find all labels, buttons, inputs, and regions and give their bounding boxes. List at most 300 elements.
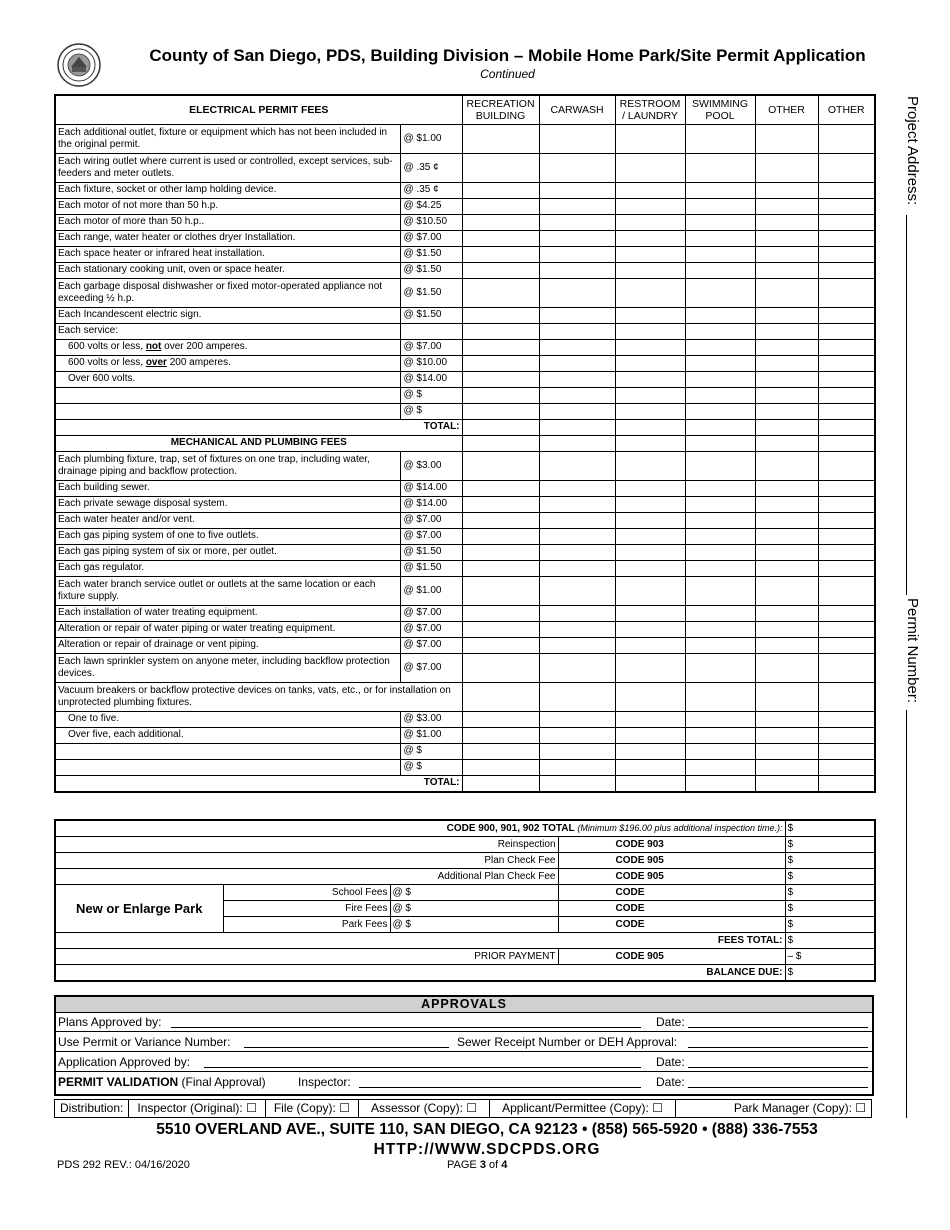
mechanical-7-col-6-field[interactable] (818, 576, 875, 605)
electrical-2-col-6-field[interactable] (818, 182, 875, 198)
electrical-1-col-6-field[interactable] (818, 153, 875, 182)
park-fees-amount-field[interactable]: $ (785, 917, 875, 933)
electrical-10-col-1-field[interactable] (462, 323, 539, 339)
mechanical-6-col-5-field[interactable] (755, 560, 818, 576)
vacuum-col-1-field[interactable] (462, 682, 539, 711)
mechanical-7-col-5-field[interactable] (755, 576, 818, 605)
mechanical-blank-row (55, 743, 875, 759)
fee-description: Each motor of more than 50 h.p.. (55, 214, 400, 230)
mechanical-0-col-5-field[interactable] (755, 451, 818, 480)
mech-head-col-1-field[interactable] (462, 435, 539, 451)
fee-rate: @ $7.00 (400, 512, 462, 528)
electrical-5-col-5-field[interactable] (755, 230, 818, 246)
mechanical-8-col-3-field[interactable] (615, 605, 685, 621)
vacuum-sub-1-col-3-field[interactable] (615, 727, 685, 743)
mechanical-10-col-6-field[interactable] (818, 637, 875, 653)
service-0-col-5-field[interactable] (755, 339, 818, 355)
electrical-6-col-1-field[interactable] (462, 246, 539, 262)
mechanical-row (55, 496, 875, 512)
service-1-col-4-field[interactable] (685, 355, 755, 371)
electrical-4-col-5-field[interactable] (755, 214, 818, 230)
column-header-2: CARWASH (539, 95, 615, 124)
electrical-5-col-2-field[interactable] (539, 230, 615, 246)
vacuum-sub-1-col-1-field[interactable] (462, 727, 539, 743)
electrical-9-col-6-field[interactable] (818, 307, 875, 323)
electrical-0-col-6-field[interactable] (818, 124, 875, 153)
electrical-9-col-3-field[interactable] (615, 307, 685, 323)
mechanical-7-col-3-field[interactable] (615, 576, 685, 605)
mechanical-3-col-4-field[interactable] (685, 512, 755, 528)
service-1-col-2-field[interactable] (539, 355, 615, 371)
mechanical-10-col-4-field[interactable] (685, 637, 755, 653)
electrical-total-col-3-field[interactable] (615, 419, 685, 435)
mechanical-9-col-2-field[interactable] (539, 621, 615, 637)
vacuum-sub-0-col-4-field[interactable] (685, 711, 755, 727)
mech-head-col-4-field[interactable] (685, 435, 755, 451)
plan-check-label: Plan Check Fee (55, 853, 558, 869)
vacuum-col-4-field[interactable] (685, 682, 755, 711)
electrical-6-col-5-field[interactable] (755, 246, 818, 262)
electrical-total-row (55, 419, 875, 435)
mechanical-blank-1-col-3-field[interactable] (615, 759, 685, 775)
electrical-1-col-1-field[interactable] (462, 153, 539, 182)
electrical-7-col-4-field[interactable] (685, 262, 755, 278)
fee-rate-field[interactable]: @ $ (400, 403, 462, 419)
electrical-blank-1-col-1-field[interactable] (462, 403, 539, 419)
mechanical-0-col-6-field[interactable] (818, 451, 875, 480)
service-description: 600 volts or less, not over 200 amperes. (55, 339, 400, 355)
validation-date-line[interactable] (688, 1087, 868, 1088)
application-approved-date-line[interactable] (688, 1067, 868, 1068)
code-905: CODE 905 (558, 853, 785, 869)
service-2-col-1-field[interactable] (462, 371, 539, 387)
electrical-8-col-6-field[interactable] (818, 278, 875, 307)
mechanical-4-col-2-field[interactable] (539, 528, 615, 544)
inspector-line[interactable] (359, 1087, 641, 1088)
fee-rate-field[interactable]: @ $ (400, 743, 462, 759)
distribution-assessor-checkbox[interactable]: Assessor (Copy): ☐ (359, 1100, 490, 1117)
mechanical-4-col-6-field[interactable] (818, 528, 875, 544)
use-permit-line[interactable] (244, 1047, 449, 1048)
service-0-col-1-field[interactable] (462, 339, 539, 355)
distribution-applicant-checkbox[interactable]: Applicant/Permittee (Copy): ☐ (490, 1100, 676, 1117)
mechanical-total-col-3-field[interactable] (615, 775, 685, 792)
service-0-col-4-field[interactable] (685, 339, 755, 355)
mechanical-1-col-6-field[interactable] (818, 480, 875, 496)
fees-total-label: FEES TOTAL: (55, 933, 785, 949)
mechanical-3-col-3-field[interactable] (615, 512, 685, 528)
electrical-1-col-5-field[interactable] (755, 153, 818, 182)
electrical-total-col-2-field[interactable] (539, 419, 615, 435)
distribution-inspector-checkbox[interactable]: Inspector (Original): ☐ (129, 1100, 265, 1117)
mechanical-6-col-2-field[interactable] (539, 560, 615, 576)
mechanical-4-col-3-field[interactable] (615, 528, 685, 544)
vacuum-col-3-field[interactable] (615, 682, 685, 711)
blank-description-field[interactable] (55, 743, 400, 759)
electrical-6-col-2-field[interactable] (539, 246, 615, 262)
electrical-0-col-3-field[interactable] (615, 124, 685, 153)
mechanical-5-col-4-field[interactable] (685, 544, 755, 560)
mechanical-row (55, 576, 875, 605)
electrical-7-col-6-field[interactable] (818, 262, 875, 278)
electrical-1-col-2-field[interactable] (539, 153, 615, 182)
page-subtitle: Continued (480, 67, 535, 81)
mechanical-1-col-3-field[interactable] (615, 480, 685, 496)
mechanical-row (55, 560, 875, 576)
mechanical-5-col-6-field[interactable] (818, 544, 875, 560)
mechanical-1-col-5-field[interactable] (755, 480, 818, 496)
mechanical-blank-0-col-6-field[interactable] (818, 743, 875, 759)
mechanical-2-col-1-field[interactable] (462, 496, 539, 512)
fee-description: Alteration or repair of water piping or water treating equipment. (55, 621, 400, 637)
mechanical-11-col-4-field[interactable] (685, 653, 755, 682)
code-totals-table (54, 819, 876, 982)
service-2-col-3-field[interactable] (615, 371, 685, 387)
electrical-1-col-3-field[interactable] (615, 153, 685, 182)
electrical-8-col-5-field[interactable] (755, 278, 818, 307)
mechanical-row (55, 637, 875, 653)
addl-plan-check-amount-field[interactable]: $ (785, 869, 875, 885)
electrical-total-col-5-field[interactable] (755, 419, 818, 435)
electrical-10-col-4-field[interactable] (685, 323, 755, 339)
approvals-heading: APPROVALS (56, 997, 872, 1013)
mechanical-4-col-5-field[interactable] (755, 528, 818, 544)
service-1-col-1-field[interactable] (462, 355, 539, 371)
electrical-9-col-2-field[interactable] (539, 307, 615, 323)
mechanical-blank-1-col-2-field[interactable] (539, 759, 615, 775)
project-address-label: Project Address: (904, 96, 921, 206)
electrical-7-col-2-field[interactable] (539, 262, 615, 278)
distribution-park-manager-checkbox[interactable]: Park Manager (Copy): ☐ (733, 1101, 866, 1115)
fee-description: Each additional outlet, fixture or equipment which has not been included in the original permit. (55, 124, 400, 153)
fees-header-row (55, 95, 875, 124)
fee-description: Alteration or repair of drainage or vent piping. (55, 637, 400, 653)
blank-description-field[interactable] (55, 403, 400, 419)
mechanical-2-col-2-field[interactable] (539, 496, 615, 512)
electrical-8-col-2-field[interactable] (539, 278, 615, 307)
electrical-4-col-1-field[interactable] (462, 214, 539, 230)
reinspection-label: Reinspection (55, 837, 558, 853)
park-fees-rate-field[interactable]: @ $ (390, 917, 558, 933)
fee-rate: @ $4.25 (400, 198, 462, 214)
fee-rate: @ $3.00 (400, 451, 462, 480)
fee-rate-field[interactable]: @ $ (400, 759, 462, 775)
mechanical-1-col-2-field[interactable] (539, 480, 615, 496)
school-fees-amount-field[interactable]: $ (785, 885, 875, 901)
mechanical-total-row (55, 775, 875, 792)
electrical-8-col-1-field[interactable] (462, 278, 539, 307)
vacuum-col-5-field[interactable] (755, 682, 818, 711)
mechanical-1-col-1-field[interactable] (462, 480, 539, 496)
mech-head-col-5-field[interactable] (755, 435, 818, 451)
electrical-5-col-6-field[interactable] (818, 230, 875, 246)
fee-rate: @ $7.00 (400, 528, 462, 544)
electrical-total-col-1-field[interactable] (462, 419, 539, 435)
vacuum-sub-0-col-6-field[interactable] (818, 711, 875, 727)
sewer-receipt-line[interactable] (688, 1047, 868, 1048)
mechanical-total-col-4-field[interactable] (685, 775, 755, 792)
electrical-blank-1-col-5-field[interactable] (755, 403, 818, 419)
footer-website[interactable]: HTTP://WWW.SDCPDS.ORG (373, 1141, 601, 1158)
mechanical-blank-1-col-4-field[interactable] (685, 759, 755, 775)
mechanical-9-col-3-field[interactable] (615, 621, 685, 637)
electrical-0-col-1-field[interactable] (462, 124, 539, 153)
mechanical-11-col-2-field[interactable] (539, 653, 615, 682)
mechanical-6-col-6-field[interactable] (818, 560, 875, 576)
inspector-label: Inspector: (298, 1075, 351, 1089)
electrical-blank-0-col-4-field[interactable] (685, 387, 755, 403)
code900-amount-field[interactable]: $ (785, 820, 875, 837)
mechanical-5-col-3-field[interactable] (615, 544, 685, 560)
electrical-blank-0-col-3-field[interactable] (615, 387, 685, 403)
vacuum-breakers-row (55, 682, 875, 711)
vacuum-sub-1-col-4-field[interactable] (685, 727, 755, 743)
mechanical-7-col-2-field[interactable] (539, 576, 615, 605)
mechanical-3-col-1-field[interactable] (462, 512, 539, 528)
service-2-col-2-field[interactable] (539, 371, 615, 387)
vacuum-col-6-field[interactable] (818, 682, 875, 711)
blank-description-field[interactable] (55, 759, 400, 775)
fee-rate: @ $7.00 (400, 637, 462, 653)
electrical-6-col-4-field[interactable] (685, 246, 755, 262)
mech-head-col-6-field[interactable] (818, 435, 875, 451)
electrical-3-col-5-field[interactable] (755, 198, 818, 214)
prior-payment-amount-field[interactable]: – $ (785, 949, 875, 965)
mechanical-11-col-6-field[interactable] (818, 653, 875, 682)
mechanical-3-col-6-field[interactable] (818, 512, 875, 528)
vacuum-sub-0-col-1-field[interactable] (462, 711, 539, 727)
electrical-0-col-2-field[interactable] (539, 124, 615, 153)
service-description: Over 600 volts. (55, 371, 400, 387)
service-1-col-6-field[interactable] (818, 355, 875, 371)
mechanical-10-col-3-field[interactable] (615, 637, 685, 653)
electrical-2-col-5-field[interactable] (755, 182, 818, 198)
electrical-row (55, 153, 875, 182)
fee-rate-field[interactable]: @ $ (400, 387, 462, 403)
electrical-7-col-3-field[interactable] (615, 262, 685, 278)
plans-approved-label: Plans Approved by: (58, 1015, 162, 1029)
code-903: CODE 903 (558, 837, 785, 853)
mechanical-row (55, 480, 875, 496)
electrical-blank-0-col-2-field[interactable] (539, 387, 615, 403)
balance-due-amount-field[interactable]: $ (785, 965, 875, 982)
mechanical-blank-0-col-4-field[interactable] (685, 743, 755, 759)
electrical-0-col-5-field[interactable] (755, 124, 818, 153)
mechanical-7-col-4-field[interactable] (685, 576, 755, 605)
mechanical-blank-0-col-3-field[interactable] (615, 743, 685, 759)
plans-approved-line[interactable] (171, 1027, 641, 1028)
plan-check-amount-field[interactable]: $ (785, 853, 875, 869)
electrical-blank-0-col-5-field[interactable] (755, 387, 818, 403)
permit-number-line[interactable] (906, 710, 907, 1118)
electrical-6-col-6-field[interactable] (818, 246, 875, 262)
mechanical-8-col-6-field[interactable] (818, 605, 875, 621)
electrical-blank-0-col-1-field[interactable] (462, 387, 539, 403)
mechanical-7-col-1-field[interactable] (462, 576, 539, 605)
fee-description: Each private sewage disposal system. (55, 496, 400, 512)
electrical-total-col-4-field[interactable] (685, 419, 755, 435)
fees-total-amount-field[interactable]: $ (785, 933, 875, 949)
fee-rate (400, 323, 462, 339)
mechanical-blank-1-col-1-field[interactable] (462, 759, 539, 775)
mechanical-10-col-1-field[interactable] (462, 637, 539, 653)
electrical-3-col-3-field[interactable] (615, 198, 685, 214)
mechanical-9-col-5-field[interactable] (755, 621, 818, 637)
vacuum-sub-0-col-2-field[interactable] (539, 711, 615, 727)
electrical-0-col-4-field[interactable] (685, 124, 755, 153)
electrical-10-col-6-field[interactable] (818, 323, 875, 339)
mechanical-total-col-1-field[interactable] (462, 775, 539, 792)
service-0-col-2-field[interactable] (539, 339, 615, 355)
fee-rate: @ $1.00 (400, 124, 462, 153)
service-0-col-3-field[interactable] (615, 339, 685, 355)
distribution-file-checkbox[interactable]: File (Copy): ☐ (266, 1100, 359, 1117)
blank-description-field[interactable] (55, 387, 400, 403)
electrical-blank-0-col-6-field[interactable] (818, 387, 875, 403)
mechanical-3-col-2-field[interactable] (539, 512, 615, 528)
electrical-1-col-4-field[interactable] (685, 153, 755, 182)
mechanical-0-col-2-field[interactable] (539, 451, 615, 480)
electrical-2-col-2-field[interactable] (539, 182, 615, 198)
electrical-8-col-4-field[interactable] (685, 278, 755, 307)
electrical-9-col-4-field[interactable] (685, 307, 755, 323)
vacuum-sub-1-col-5-field[interactable] (755, 727, 818, 743)
electrical-5-col-1-field[interactable] (462, 230, 539, 246)
electrical-3-col-2-field[interactable] (539, 198, 615, 214)
mechanical-0-col-4-field[interactable] (685, 451, 755, 480)
electrical-9-col-1-field[interactable] (462, 307, 539, 323)
electrical-row (55, 214, 875, 230)
electrical-blank-1-col-6-field[interactable] (818, 403, 875, 419)
electrical-2-col-4-field[interactable] (685, 182, 755, 198)
project-address-line[interactable] (906, 215, 907, 595)
electrical-total-col-6-field[interactable] (818, 419, 875, 435)
mechanical-10-col-5-field[interactable] (755, 637, 818, 653)
mechanical-4-col-1-field[interactable] (462, 528, 539, 544)
service-2-col-4-field[interactable] (685, 371, 755, 387)
mechanical-total-col-2-field[interactable] (539, 775, 615, 792)
mechanical-0-col-1-field[interactable] (462, 451, 539, 480)
mechanical-8-col-2-field[interactable] (539, 605, 615, 621)
electrical-blank-1-col-4-field[interactable] (685, 403, 755, 419)
vacuum-sub-1-col-2-field[interactable] (539, 727, 615, 743)
fire-fees-amount-field[interactable]: $ (785, 901, 875, 917)
electrical-5-col-3-field[interactable] (615, 230, 685, 246)
electrical-4-col-4-field[interactable] (685, 214, 755, 230)
mechanical-total-col-5-field[interactable] (755, 775, 818, 792)
vacuum-sub-0-col-5-field[interactable] (755, 711, 818, 727)
service-0-col-6-field[interactable] (818, 339, 875, 355)
mechanical-9-col-1-field[interactable] (462, 621, 539, 637)
mechanical-11-col-5-field[interactable] (755, 653, 818, 682)
electrical-8-col-3-field[interactable] (615, 278, 685, 307)
mechanical-6-col-3-field[interactable] (615, 560, 685, 576)
mechanical-2-col-4-field[interactable] (685, 496, 755, 512)
fee-rate: @ $7.00 (400, 339, 462, 355)
school-fees-rate-field[interactable]: @ $ (390, 885, 558, 901)
electrical-blank-1-col-2-field[interactable] (539, 403, 615, 419)
service-2-col-6-field[interactable] (818, 371, 875, 387)
mechanical-8-col-4-field[interactable] (685, 605, 755, 621)
mechanical-1-col-4-field[interactable] (685, 480, 755, 496)
mechanical-row (55, 621, 875, 637)
electrical-row (55, 323, 875, 339)
electrical-4-col-2-field[interactable] (539, 214, 615, 230)
distribution-label: Distribution: (55, 1100, 129, 1117)
electrical-7-col-5-field[interactable] (755, 262, 818, 278)
electrical-2-col-1-field[interactable] (462, 182, 539, 198)
mechanical-11-col-3-field[interactable] (615, 653, 685, 682)
electrical-3-col-1-field[interactable] (462, 198, 539, 214)
fee-rate: @ .35 ¢ (400, 182, 462, 198)
service-2-col-5-field[interactable] (755, 371, 818, 387)
mechanical-5-col-5-field[interactable] (755, 544, 818, 560)
mechanical-0-col-3-field[interactable] (615, 451, 685, 480)
mechanical-3-col-5-field[interactable] (755, 512, 818, 528)
mechanical-6-col-1-field[interactable] (462, 560, 539, 576)
mechanical-blank-0-col-2-field[interactable] (539, 743, 615, 759)
mechanical-6-col-4-field[interactable] (685, 560, 755, 576)
electrical-4-col-6-field[interactable] (818, 214, 875, 230)
vacuum-sub-1-col-6-field[interactable] (818, 727, 875, 743)
application-approved-row (56, 1053, 872, 1072)
reinspection-amount-field[interactable]: $ (785, 837, 875, 853)
electrical-10-col-3-field[interactable] (615, 323, 685, 339)
electrical-6-col-3-field[interactable] (615, 246, 685, 262)
mechanical-blank-1-col-6-field[interactable] (818, 759, 875, 775)
mech-head-col-3-field[interactable] (615, 435, 685, 451)
mechanical-blank-1-col-5-field[interactable] (755, 759, 818, 775)
service-1-col-3-field[interactable] (615, 355, 685, 371)
mechanical-blank-0-col-1-field[interactable] (462, 743, 539, 759)
plans-approved-date-line[interactable] (688, 1027, 868, 1028)
mechanical-5-col-2-field[interactable] (539, 544, 615, 560)
vacuum-sub-0-col-3-field[interactable] (615, 711, 685, 727)
mechanical-8-col-5-field[interactable] (755, 605, 818, 621)
mechanical-9-col-4-field[interactable] (685, 621, 755, 637)
electrical-2-col-3-field[interactable] (615, 182, 685, 198)
mechanical-5-col-1-field[interactable] (462, 544, 539, 560)
mechanical-9-col-6-field[interactable] (818, 621, 875, 637)
vacuum-col-2-field[interactable] (539, 682, 615, 711)
application-approved-line[interactable] (204, 1067, 641, 1068)
mechanical-2-col-5-field[interactable] (755, 496, 818, 512)
mechanical-2-col-6-field[interactable] (818, 496, 875, 512)
fire-fees-rate-field[interactable]: @ $ (390, 901, 558, 917)
mechanical-8-col-1-field[interactable] (462, 605, 539, 621)
mechanical-row (55, 451, 875, 480)
electrical-4-col-3-field[interactable] (615, 214, 685, 230)
mech-head-col-2-field[interactable] (539, 435, 615, 451)
electrical-3-col-6-field[interactable] (818, 198, 875, 214)
electrical-10-col-2-field[interactable] (539, 323, 615, 339)
mechanical-4-col-4-field[interactable] (685, 528, 755, 544)
reinspection-row (55, 837, 875, 853)
electrical-10-col-5-field[interactable] (755, 323, 818, 339)
mechanical-10-col-2-field[interactable] (539, 637, 615, 653)
electrical-3-col-4-field[interactable] (685, 198, 755, 214)
electrical-7-col-1-field[interactable] (462, 262, 539, 278)
electrical-5-col-4-field[interactable] (685, 230, 755, 246)
mechanical-11-col-1-field[interactable] (462, 653, 539, 682)
mechanical-2-col-3-field[interactable] (615, 496, 685, 512)
mechanical-total-col-6-field[interactable] (818, 775, 875, 792)
service-1-col-5-field[interactable] (755, 355, 818, 371)
fee-description: Each lawn sprinkler system on anyone meter, including backflow protection devices. (55, 653, 400, 682)
electrical-9-col-5-field[interactable] (755, 307, 818, 323)
electrical-blank-1-col-3-field[interactable] (615, 403, 685, 419)
mechanical-blank-0-col-5-field[interactable] (755, 743, 818, 759)
